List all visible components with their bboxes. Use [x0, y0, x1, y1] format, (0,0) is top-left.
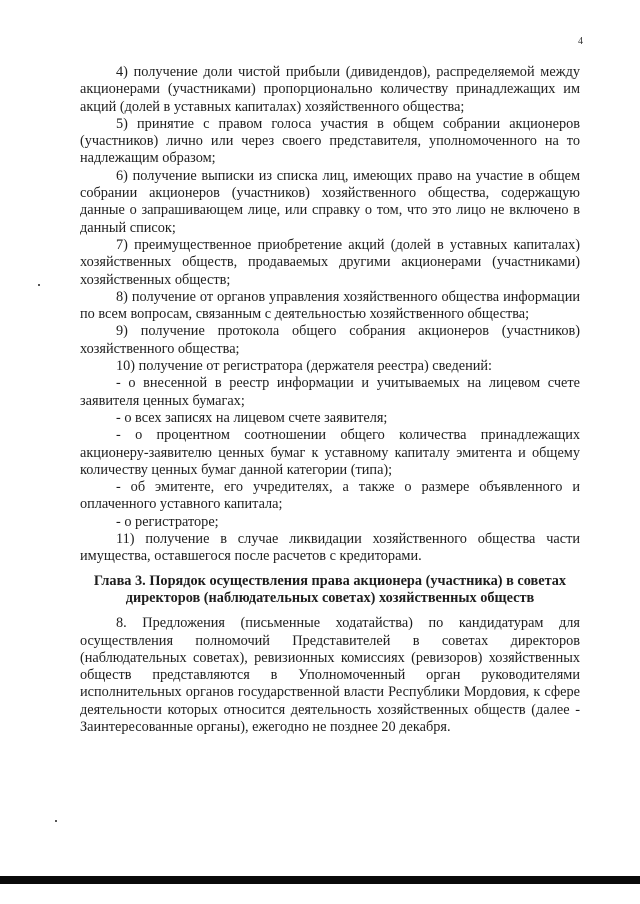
paragraph: 8. Предложения (письменные ходатайства) по кандидатурам для осуществления полномочий Представителей в советах директоров (наблюдательных советах), ревизионных комиссиях (ревизоров) хозяйственных обществ представляются в Уполномоченный орган руководителями исполнительных органов государственной власти Республики Мордовия, к сфере деятельности которых относится деятельность хозяйственных обществ (далее - Заинтересованные органы), ежегодно не позднее 20 декабря.	[80, 615, 580, 735]
list-item: 10) получение от регистратора (держателя реестра) сведений:	[116, 358, 493, 375]
sub-list-item: - о процентном соотношении общего количества принадлежащих акционеру-заявителю ценных бумаг к уставному капиталу эмитента и общему количеству ценных бумаг данной категории (типа);	[80, 427, 580, 478]
scan-speck	[38, 284, 40, 286]
page-number: 4	[578, 36, 583, 47]
scan-speck	[55, 820, 57, 822]
scan-bottom-edge	[0, 876, 640, 884]
list-item: 8) получение от органов управления хозяйственного общества информации по всем вопросам, связанным с деятельностью хозяйственного общества;	[80, 288, 580, 323]
sub-list-item: - о регистраторе;	[116, 513, 219, 530]
chapter-title: Глава 3. Порядок осуществления права акционера (участника) в советах директоров (наблюдательных советах) хозяйственных обществ	[93, 572, 567, 606]
list-item: 9) получение протокола общего собрания акционеров (участников) хозяйственного общества;	[80, 323, 580, 357]
list-item: 7) преимущественное приобретение акций (долей в уставных капиталах) хозяйственных обществ, продаваемых другими акционерами (участниками) хозяйственных обществ;	[80, 236, 580, 288]
sub-list-item: - об эмитенте, его учредителях, а также о размере объявленного и оплаченного уставного капитала;	[80, 479, 580, 513]
document-body	[80, 64, 580, 736]
list-item: 11) получение в случае ликвидации хозяйственного общества части имущества, оставшегося после расчетов с кредиторами.	[80, 531, 580, 565]
list-item: 5) принятие с правом голоса участия в общем собрании акционеров (участников) лично или через своего представителя, уполномоченного на то надлежащим образом;	[80, 115, 580, 167]
list-item: 4) получение доли чистой прибыли (дивидендов), распределяемой между акционерами (участниками) пропорционально количеству принадлежащих им акций (долей в уставных капиталах) хозяйственного общества;	[80, 64, 580, 115]
sub-list-item: - о внесенной в реестр информации и учитываемых на лицевом счете заявителя ценных бумагах;	[80, 375, 580, 409]
list-item: 6) получение выписки из списка лиц, имеющих право на участие в общем собрании акционеров (участников) хозяйственного общества, содержащую данные о запрашивающем лице, или справку о том, что это лицо не включено в данный список;	[80, 167, 580, 236]
sub-list-item: - о всех записях на лицевом счете заявителя;	[116, 409, 388, 426]
